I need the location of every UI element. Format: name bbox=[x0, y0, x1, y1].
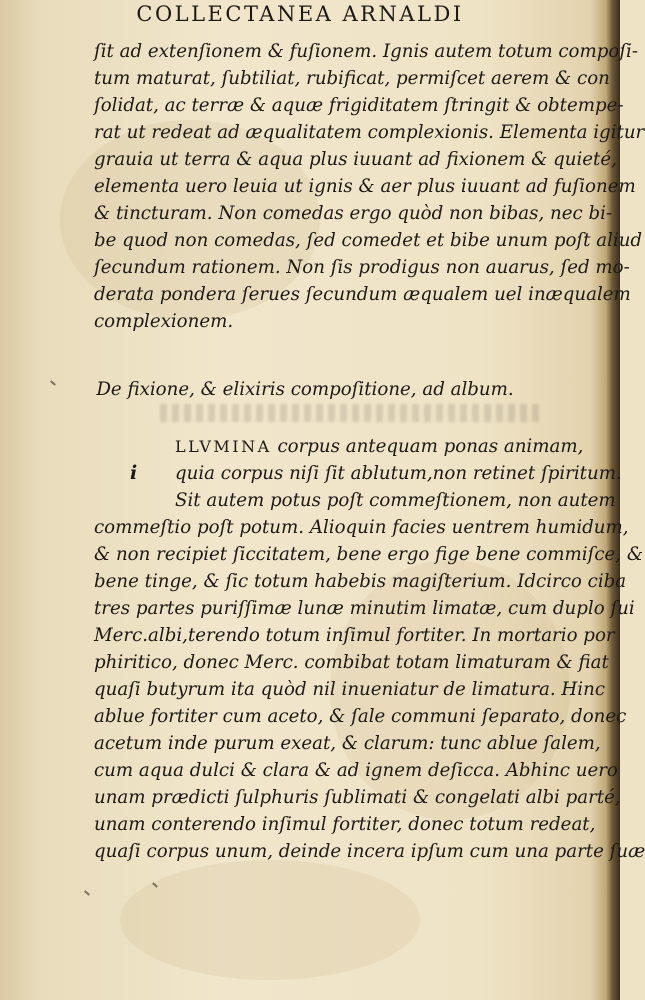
marginal-mark: i bbox=[130, 462, 138, 484]
text-line: quaſi corpus unum, deinde incera ipſum cum una parte ſuæ bbox=[94, 841, 645, 862]
text-line: tres partes puriſſimæ lunæ minutim limatæ, cum duplo ſui bbox=[94, 598, 635, 619]
paper-stain bbox=[120, 860, 420, 980]
text-line: complexionem. bbox=[94, 311, 234, 332]
text-line-first bbox=[175, 435, 595, 459]
text-line: commeſtio poſt potum. Alioquin facies uentrem humidum, bbox=[94, 517, 629, 538]
bleed-through-text bbox=[160, 404, 540, 422]
text-line: tum maturat, ſubtiliat, rubificat, permiſcet aerem & con bbox=[94, 68, 610, 89]
text-line: & tincturam. Non comedas ergo quòd non bibas, nec bi- bbox=[94, 203, 613, 224]
text-line: unam prædicti ſulphuris ſublimati & congelati albi parté, bbox=[94, 787, 621, 808]
text-line: phiritico, donec Merc. combibat totam limaturam & fiat bbox=[94, 652, 609, 673]
section-heading: De fixione, & elixiris compoſitione, ad album. bbox=[96, 379, 514, 400]
text-line: unam conterendo inſimul fortiter, donec totum redeat, bbox=[94, 814, 596, 835]
text-line: elementa uero leuia ut ignis & aer plus iuuant ad fuſionem bbox=[94, 176, 636, 197]
text-line: quia corpus niſi ſit ablutum,non retinet ſpiritum. bbox=[175, 463, 622, 484]
initial-caps: LLVMINA bbox=[175, 437, 272, 456]
first-line-rest: corpus antequam ponas animam, bbox=[271, 436, 584, 457]
text-line: ſit ad extenſionem & fuſionem. Ignis autem totum compoſi- bbox=[94, 41, 639, 62]
text-line: ſecundum rationem. Non ſis prodigus non auarus, ſed mo- bbox=[94, 257, 630, 278]
text-line: cum aqua dulci & clara & ad ignem deſicca. Abhinc uero bbox=[94, 760, 618, 781]
text-line: & non recipiet ſiccitatem, bene ergo fige bene commiſce, & bbox=[94, 544, 644, 565]
ink-speck bbox=[84, 890, 90, 895]
text-line: ſolidat, ac terræ & aquæ frigiditatem ſtringit & obtempe- bbox=[94, 95, 624, 116]
text-line: be quod non comedas, ſed comedet et bibe unum poſt aliud bbox=[94, 230, 643, 251]
text-line: ablue fortiter cum aceto, & ſale communi ſeparato, donec bbox=[94, 706, 627, 727]
text-line: quaſi butyrum ita quòd nil inueniatur de limatura. Hinc bbox=[94, 679, 605, 700]
text-line: Sit autem potus poſt commeſtionem, non autem bbox=[175, 490, 616, 511]
text-line: rat ut redeat ad æqualitatem complexionis. Elementa igitur bbox=[94, 122, 645, 143]
running-header: COLLECTANEA ARNALDI bbox=[136, 2, 464, 26]
text-line: derata pondera ſerues ſecundum æqualem uel inæqualem bbox=[94, 284, 631, 305]
text-line: Merc.albi,terendo totum inſimul fortiter. In mortario por bbox=[94, 625, 615, 646]
text-line: acetum inde purum exeat, & clarum: tunc ablue ſalem, bbox=[94, 733, 601, 754]
text-line: grauia ut terra & aqua plus iuuant ad fixionem & quieté, bbox=[94, 149, 617, 170]
text-line: bene tinge, & ſic totum habebis magiſterium. Idcirco ciba bbox=[94, 571, 627, 592]
